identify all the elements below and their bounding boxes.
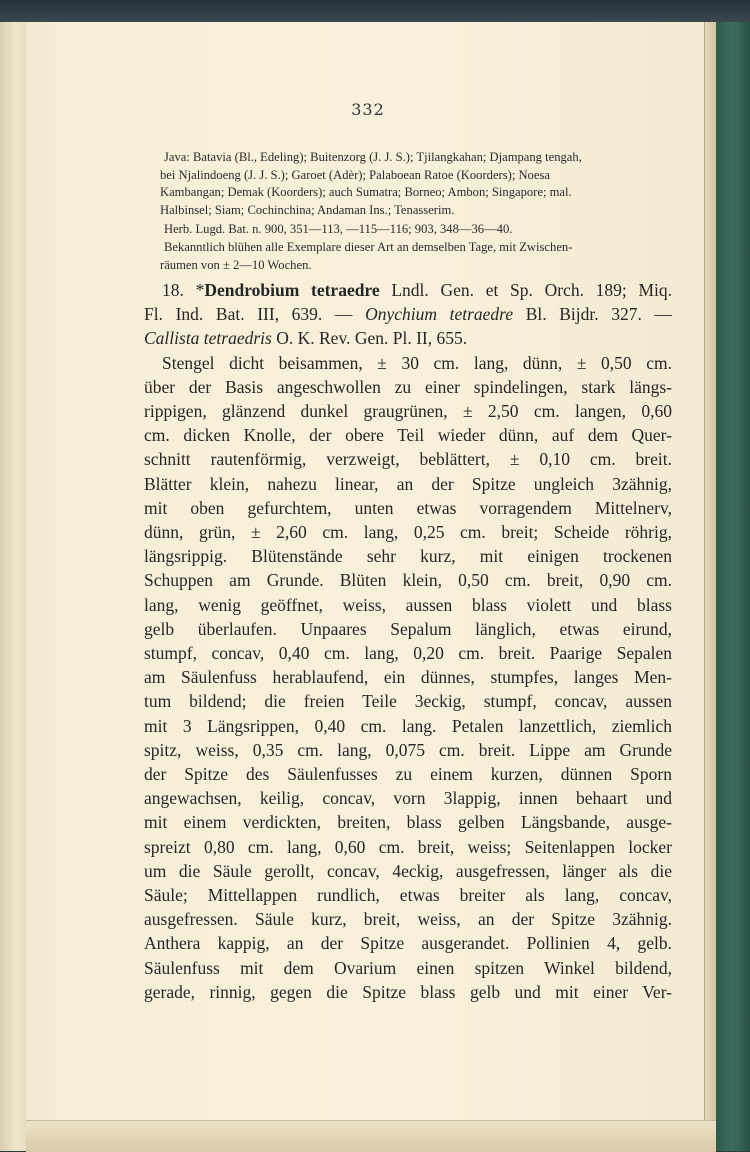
description-line: spreizt 0,80 cm. lang, 0,60 cm. breit, weiss; Seitenlappen locker — [144, 836, 672, 857]
herbarium-text: Herb. Lugd. Bat. n. 900, 351—113, —115—116; 903, 348—36—40. — [164, 222, 513, 236]
book-cover — [716, 22, 750, 1151]
synonym-onychium: Onychium tetraedre — [365, 304, 514, 325]
herbarium-line — [160, 221, 720, 239]
description-line: um die Säule gerollt, concav, 4eckig, ausgefressen, länger als die — [144, 860, 672, 881]
species-citation: Lndl. Gen. et Sp. Orch. 189; Miq. — [379, 280, 673, 300]
distribution-line: Halbinsel; Siam; Cochinchina; Andaman Ins.; Tenasserim. — [160, 202, 455, 217]
page-bottom-edge — [26, 1120, 716, 1152]
distribution-line: Java: Batavia (Bl., Edeling); Buitenzorg (J. J. S.); Tjilangkahan; Djampang tengah, — [164, 150, 582, 164]
description-line: gerade, rinnig, gegen die Spitze blass gelb und mit einer Ver- — [144, 981, 672, 1002]
description-line: cm. dicken Knolle, der obere Teil wieder dünn, auf dem Quer- — [144, 425, 672, 446]
description-line: Säule; Mittellappen rundlich, etwas breiter als lang, concav, — [144, 885, 672, 906]
species-heading-line-3 — [144, 326, 672, 350]
book-gutter — [0, 22, 26, 1151]
species-heading-line-1 — [144, 278, 672, 302]
description-line: dünn, grün, ± 2,60 cm. lang, 0,25 cm. breit; Scheide röhrig, — [144, 522, 672, 543]
note-line: räumen von ± 2—10 Wochen. — [160, 257, 312, 272]
description-line: spitz, weiss, 0,35 cm. lang, 0,075 cm. breit. Lippe am Grunde — [144, 739, 672, 760]
synonym-callista: Callista tetraedris — [144, 328, 272, 349]
description-line: ausgefressen. Säule kurz, breit, weiss, an der Spitze 3zähnig. — [144, 909, 672, 930]
scan-top-background — [0, 0, 750, 22]
description-line: schnitt rautenförmig, verzweigt, beblättert, ± 0,10 cm. breit. — [144, 449, 672, 470]
description-line: tum bildend; die freien Teile 3eckig, stumpf, concav, aussen — [144, 691, 672, 712]
description-line: lang, wenig geöffnet, weiss, aussen blass violett und blass — [144, 594, 672, 615]
note-line: Bekanntlich blühen alle Exemplare dieser Art an demselben Tage, mit Zwischen- — [164, 240, 573, 254]
description-line: längsrippig. Blütenstände sehr kurz, mit einigen trockenen — [144, 546, 672, 567]
description-line: mit einem verdickten, breiten, blass gelben Längsbande, ausge- — [144, 812, 672, 833]
description-line: angewachsen, keilig, concav, vorn 3lappig, innen behaart und — [144, 788, 672, 809]
species-heading-line-2 — [144, 302, 672, 326]
species-number: 18. * — [162, 280, 205, 300]
description-paragraph — [144, 351, 672, 1004]
species-entry — [144, 278, 672, 1004]
description-line: am Säulenfuss herablaufend, ein dünnes, stumpfes, langes Men- — [144, 667, 672, 688]
page-number: 332 — [351, 100, 385, 119]
description-line: Schuppen am Grunde. Blüten klein, 0,50 cm. breit, 0,90 cm. — [144, 570, 672, 591]
distribution-line: Kambangan; Demak (Koorders); auch Sumatra; Borneo; Ambon; Singapore; mal. — [160, 185, 572, 200]
description-line: Säulenfuss mit dem Ovarium einen spitzen Winkel bildend, — [144, 957, 672, 978]
description-line: rippigen, glänzend dunkel graugrünen, ± 2,50 cm. langen, 0,60 — [144, 401, 672, 422]
description-line: gelb überlaufen. Unpaares Sepalum länglich, etwas eirund, — [144, 618, 672, 639]
citation-part: Fl. Ind. Bat. III, 639. — — [144, 304, 366, 325]
distribution-block — [160, 149, 720, 219]
description-line: Blätter klein, nahezu linear, an der Spitze ungleich 3zähnig, — [144, 473, 672, 494]
description-line: über der Basis angeschwollen zu einer spindelingen, stark längs- — [144, 376, 672, 397]
description-line: Stengel dicht beisammen, ± 30 cm. lang, dünn, ± 0,50 cm. — [162, 352, 672, 373]
description-line: stumpf, concav, 0,40 cm. lang, 0,20 cm. breit. Paarige Sepalen — [144, 643, 672, 664]
distribution-line: bei Njalindoeng (J. J. S.); Garoet (Adèr); Palaboean Ratoe (Koorders); Noesa — [160, 167, 550, 182]
citation-part: Bl. Bijdr. 327. — — [513, 304, 673, 325]
citation-part: O. K. Rev. Gen. Pl. II, 655. — [271, 328, 468, 349]
description-line: der Spitze des Säulenfusses zu einem kurzen, dünnen Sporn — [144, 764, 672, 785]
description-line: Anthera kappig, an der Spitze ausgerandet. Pollinien 4, gelb. — [144, 933, 672, 954]
species-name: Dendrobium tetraedre — [204, 280, 380, 300]
description-line: mit 3 Längsrippen, 0,40 cm. lang. Petalen lanzettlich, ziemlich — [144, 715, 672, 736]
flowering-note — [160, 239, 720, 274]
description-line: mit oben gefurchtem, unten etwas vorragendem Mittelnerv, — [144, 497, 672, 518]
